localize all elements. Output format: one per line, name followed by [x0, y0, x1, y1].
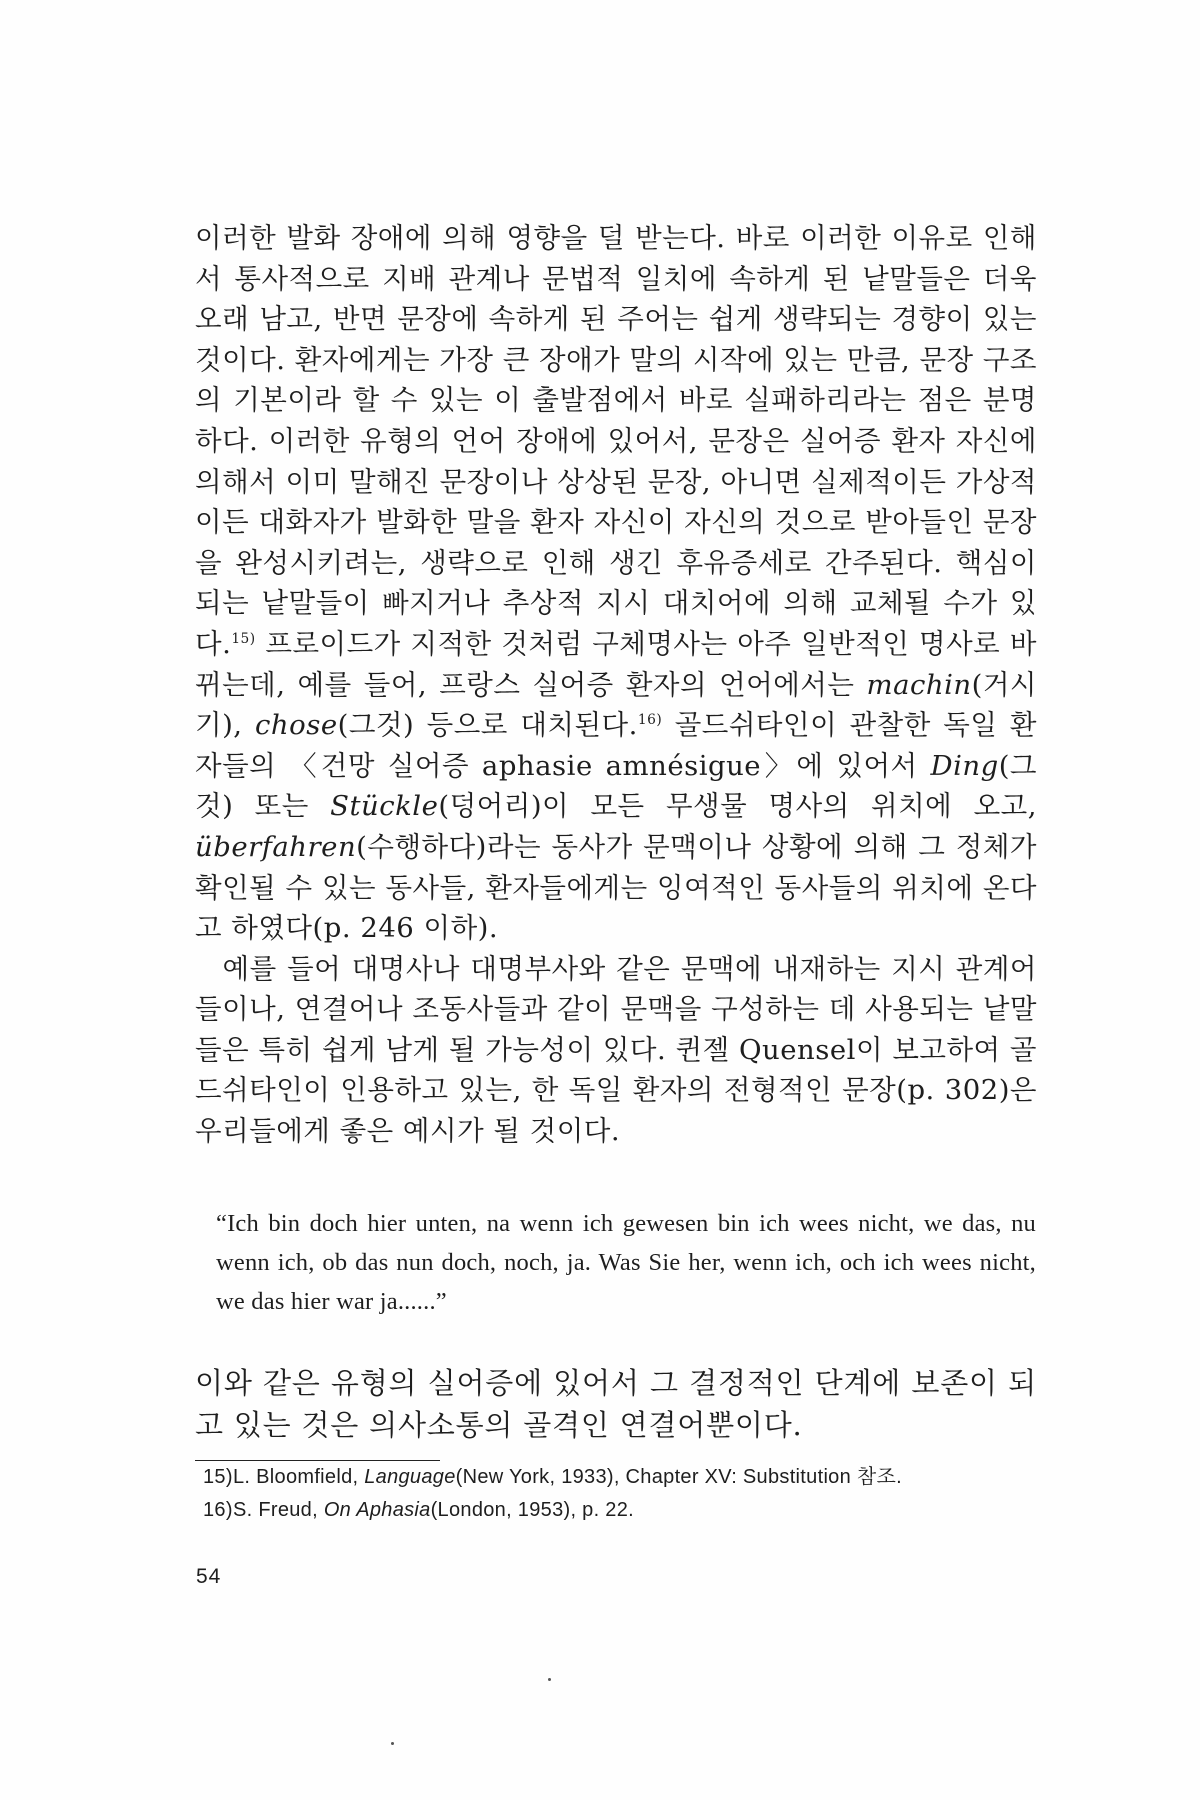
conclusion-paragraph: 이와 같은 유형의 실어증에 있어서 그 결정적인 단계에 보존이 되고 있는 것은 의사소통의 골격인 연결어뿐이다. [195, 1366, 1037, 1442]
term-chose: chose [255, 709, 338, 742]
footnote-16 [203, 1494, 1043, 1527]
footnote-title: On Aphasia [323, 1499, 431, 1521]
paragraph-1-text: 골드쉬타인이 관찰한 독일 환자들의 〈건망 실어증 aphasie amnésigue〉에 있어서 [195, 709, 1037, 782]
footnote-ref-16: 16) [637, 711, 663, 728]
footnote-number: 16) [203, 1499, 233, 1521]
term-stueckle: Stückle [330, 790, 439, 823]
term-machin: machin [866, 668, 972, 701]
page-number: 54 [196, 1565, 222, 1588]
term-ueberfahren: überfahren [195, 830, 357, 863]
footnote-number: 15) [203, 1466, 233, 1488]
footnote-ref-15: 15) [231, 630, 256, 647]
paragraph-1-text: (수행하다)라는 동사가 문맥이나 상황에 의해 그 정체가 확인될 수 있는 동사들, 환자들에게는 잉여적인 동사들의 위치에 온다고 하였다(p. 246 이하). [195, 830, 1037, 945]
footnote-15 [203, 1461, 1043, 1494]
scan-speck [391, 1742, 394, 1745]
paragraph-1 [195, 218, 1037, 949]
term-ding: Ding [930, 749, 999, 782]
paragraph-1-text: (그것) 또는 [195, 749, 1037, 823]
paragraph-1-text: 프로이드가 지적한 것처럼 구체명사는 아주 일반적인 명사로 바뀌는데, 예를 들어, 프랑스 실어증 환자의 언어에서는 [195, 627, 1037, 701]
paragraph-1-text: (그것) 등으로 대치된다. [337, 709, 638, 742]
german-quotation: “Ich bin doch hier unten, na wenn ich gewesen bin ich wees nicht, we das, nu wenn ich, ob das nun doch, noch, ja. Was Sie her, wenn ich, och ich wees nicht, we das hier war ja......” [216, 1210, 1036, 1315]
footnote-details: (London, 1953), p. 22. [430, 1499, 635, 1521]
paragraph-2: 예를 들어 대명사나 대명부사와 같은 문맥에 내재하는 지시 관계어들이나, 연결어나 조동사들과 같이 문맥을 구성하는 데 사용되는 낱말들은 특히 쉽게 남게 될 가능성이 있다. 퀸젤 Quensel이 보고하여 골드쉬타인이 인용하고 있는, 한 독일 환자의 전형적인 문장(p. 302)은 우리들에게 좋은 예시가 될 것이다. [195, 952, 1037, 1148]
footnote-author: S. Freud, [233, 1499, 324, 1521]
paragraph-1-text: 이러한 발화 장애에 의해 영향을 덜 받는다. 바로 이러한 이유로 인해서 통사적으로 지배 관계나 문법적 일치에 속하게 된 낱말들은 더욱 오래 남고, 반면 문장에 속하게 된 주어는 쉽게 생략되는 경향이 있는 것이다. 환자에게는 가장 큰 장애가 말의 시작에 있는 만큼, 문장 구조의 기본이라 할 수 있는 이 출발점에서 바로 실패하리라는 점은 분명하다. 이러한 유형의 언어 장애에 있어서, 문장은 실어증 환자 자신에 의해서 이미 말해진 문장이나 상상된 문장, 아니면 실제적이든 가상적이든 대화자가 발화한 말을 환자 자신이 자신의 것으로 받아들인 문장을 완성시키려는, 생략으로 인해 생긴 후유증세로 간주된다. 핵심이 되는 낱말들이 빠지거나 추상적 지시 대치어에 의해 교체될 수가 있다. [195, 222, 1037, 660]
footnote-author: L. Bloomfield, [233, 1466, 365, 1488]
main-text [195, 218, 1037, 1152]
footnote-title: Language [364, 1466, 456, 1488]
paragraph-1-text: (거시기), [195, 668, 1037, 742]
paragraph-1-text: (덩어리)이 모든 무생물 명사의 위치에 오고, [438, 790, 1037, 823]
footnotes [203, 1461, 1043, 1527]
scan-speck [548, 1678, 551, 1681]
footnote-details: (New York, 1933), Chapter XV: Substitution 참조. [455, 1466, 902, 1488]
